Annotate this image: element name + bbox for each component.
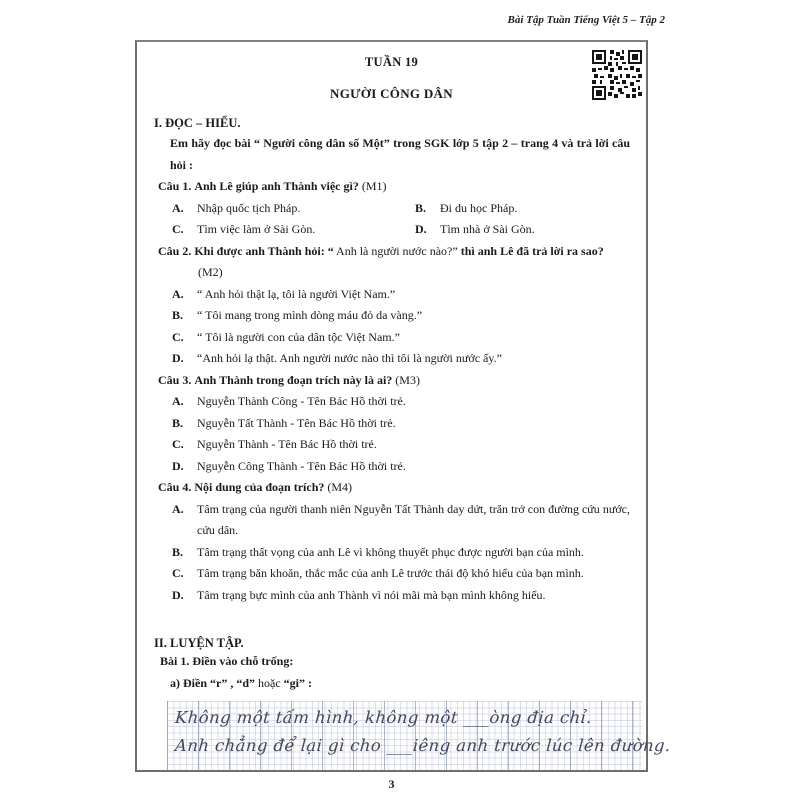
question-1-options bbox=[153, 198, 630, 241]
question-label: Câu 1. bbox=[158, 179, 192, 193]
question-3-options bbox=[153, 391, 630, 477]
option-b: B. Tâm trạng thất vọng của anh Lê vì không thuyết phục được người bạn của mình. bbox=[172, 544, 584, 559]
option-c: C. Nguyễn Thành - Tên Bác Hồ thời trẻ. bbox=[172, 437, 377, 451]
question-4 bbox=[153, 477, 630, 606]
question-3 bbox=[153, 370, 630, 478]
option-b: B. Nguyễn Tất Thành - Tên Bác Hồ thời trẻ. bbox=[172, 415, 396, 430]
section-reading-heading: I. ĐỌC – HIỂU. bbox=[154, 116, 241, 130]
question-quote: Anh là người nước nào?” bbox=[336, 243, 458, 258]
option-c: C. “ Tôi là người con của dân tộc Việt Nam.” bbox=[172, 329, 400, 344]
lesson-title: NGƯỜI CÔNG DÂN bbox=[330, 86, 453, 101]
section-practice-heading: II. LUYỆN TẬP. bbox=[154, 636, 244, 650]
question-label: Câu 2. bbox=[158, 243, 192, 258]
reading-instructions: Em hãy đọc bài “ Người công dân số Một” trong SGK lớp 5 tập 2 – trang 4 và trả lời câu hỏi : bbox=[170, 136, 630, 172]
option-c: C. Tìm việc làm ở Sài Gòn. bbox=[172, 222, 316, 236]
question-text: Anh Thành trong đoạn trích này là ai? bbox=[194, 372, 393, 387]
question-label: Câu 3. bbox=[158, 372, 192, 387]
question-4-options bbox=[153, 499, 630, 607]
question-text-bold: Khi được anh Thành hỏi: “ bbox=[194, 243, 334, 258]
question-2 bbox=[153, 241, 630, 370]
option-a: A. Nguyễn Thành Công - Tên Bác Hồ thời trẻ. bbox=[172, 394, 406, 408]
option-a: A. Nhập quốc tịch Pháp. bbox=[172, 200, 301, 215]
question-1-heading bbox=[153, 176, 630, 198]
question-4-heading bbox=[153, 477, 630, 499]
question-2-options bbox=[153, 284, 630, 370]
option-d: D. Tâm trạng bực mình của anh Thành vì nói mãi mà bạn mình không hiểu. bbox=[172, 587, 546, 602]
booklet-title: Bài Tập Tuần Tiếng Việt 5 – Tập 2 bbox=[507, 14, 665, 26]
option-a: A. “ Anh hỏi thật lạ, tôi là người Việt Nam.” bbox=[172, 286, 396, 301]
qr-code-icon bbox=[592, 50, 642, 100]
week-title: TUẦN 19 bbox=[364, 55, 419, 69]
page-number: 3 bbox=[388, 777, 395, 791]
exercise-1-title: Bài 1. Điền vào chỗ trống: bbox=[160, 654, 294, 668]
question-text: Anh Lê giúp anh Thành việc gì? bbox=[194, 179, 359, 193]
option-d: D. “Anh hỏi lạ thật. Anh người nước nào thì tôi là người nước ấy.” bbox=[172, 351, 502, 365]
question-label: Câu 4. bbox=[158, 480, 192, 494]
handwriting-line-2: Anh chẳng để lại gì cho ___iêng anh trước lúc lên đường. bbox=[174, 736, 672, 755]
question-1 bbox=[153, 176, 630, 241]
option-d: D. Nguyễn Công Thành - Tên Bác Hồ thời trẻ. bbox=[172, 458, 406, 473]
option-b: B. “ Tôi mang trong mình dòng máu đỏ da vàng.” bbox=[172, 308, 423, 322]
question-level: (M4) bbox=[327, 480, 353, 494]
part-label: a) bbox=[170, 675, 180, 690]
question-2-heading bbox=[153, 241, 630, 263]
option-a: A. Tâm trạng của người thanh niên Nguyễn Tất Thành day dứt, trăn trở con đường cứu nước, cứu dân. bbox=[172, 501, 630, 537]
question-level: (M1) bbox=[361, 179, 387, 193]
running-header bbox=[135, 14, 665, 26]
question-text: Nội dung của đoạn trích? bbox=[194, 480, 325, 494]
worksheet-frame bbox=[135, 40, 672, 772]
option-d: D. Tìm nhà ở Sài Gòn. bbox=[415, 222, 535, 236]
exercise-1a-instruction: a) Điền “r” , “d” hoặc “gi” : bbox=[170, 675, 312, 690]
question-level: (M3) bbox=[395, 372, 420, 387]
option-c: C. Tâm trạng băn khoăn, thắc mắc của anh Lê trước thái độ khó hiểu của bạn mình. bbox=[172, 566, 584, 580]
option-b: B. Đi du học Pháp. bbox=[415, 200, 518, 215]
question-text-bold-tail: thì anh Lê đã trả lời ra sao? bbox=[460, 243, 604, 258]
handwriting-line-1: Không một tấm hình, không một ___òng địa chỉ. bbox=[174, 708, 593, 727]
handwriting-grid bbox=[167, 701, 672, 770]
question-3-heading bbox=[153, 370, 630, 392]
question-level: (M2) bbox=[198, 265, 223, 279]
